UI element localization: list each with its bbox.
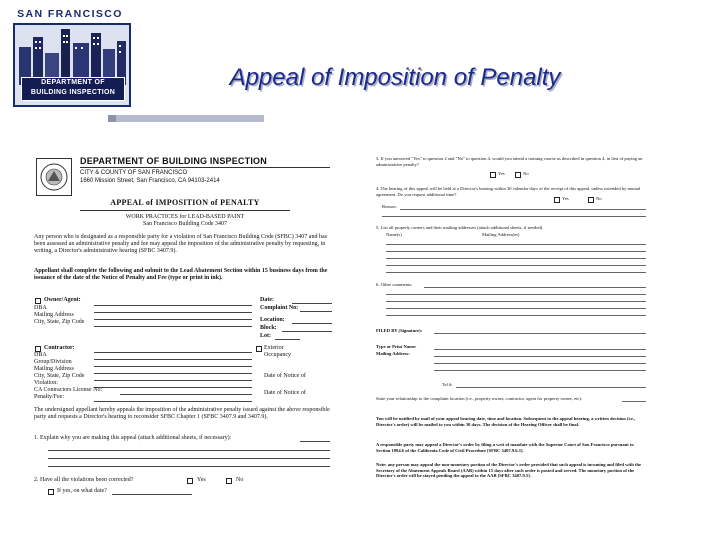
comments-line-2[interactable] xyxy=(386,294,646,295)
mailing-address-label: Mailing Address: xyxy=(376,351,410,356)
appeal-form-page-1 xyxy=(30,150,340,500)
owner-label: Owner/Agent: xyxy=(44,297,81,303)
penalty-label: Penalty/Fee: xyxy=(34,394,64,400)
q2-date-label: If yes, on what date? xyxy=(57,488,107,494)
question-4: 4. The hearing of this appeal will be held at a Director's hearing within 30 calendar days of the receipt of this appeal, unless extended by mutual agreement. Do you request additional time? xyxy=(376,186,641,197)
signature-input[interactable] xyxy=(434,333,646,334)
logo-title: SAN FRANCISCO xyxy=(17,8,123,20)
mailing2-label: Mailing Address xyxy=(34,366,74,372)
mailing-address-line-3[interactable] xyxy=(434,370,646,371)
q3-no-label: No xyxy=(523,171,529,176)
q2-date-input[interactable] xyxy=(112,494,192,495)
notice-label: Date of Notice of xyxy=(264,373,306,379)
q4-yes-label: Yes xyxy=(562,196,569,201)
logo-skyline xyxy=(13,23,131,107)
notification-paragraph: You will be notified by mail of your appeal hearing date, time and location. Subsequent to the appeal hearing, a written decision (i.e., Director's order) will be mailed to you within 30 days. The decision of the Hearing Officer shall be final. xyxy=(376,416,636,427)
q2-date-checkbox[interactable] xyxy=(48,489,54,495)
q1-answer-line-2[interactable] xyxy=(48,458,330,459)
q1-answer-line-3[interactable] xyxy=(48,466,330,467)
occupancy-label: Occupancy xyxy=(264,352,291,358)
owner-input[interactable] xyxy=(94,305,252,306)
dept-rule xyxy=(80,167,330,168)
mailing-address-line-2[interactable] xyxy=(434,363,646,364)
exterior-label: Exterior xyxy=(264,345,284,351)
logo-band xyxy=(21,77,125,101)
mailing-label: Mailing Address xyxy=(34,312,74,318)
contractor-input[interactable] xyxy=(94,352,252,353)
exterior-checkbox[interactable] xyxy=(256,346,262,352)
title-underline-bar xyxy=(108,115,264,122)
note-paragraph: Note: any person may appeal the non-monetary portion of the Director's order provided that such appeal is incoming and filed with the Secretary of the Abatement Appeals Board (AAB) within 15 days after such order is posted and served. The monetary portion of the Director's order will be stayed pending the appeal to the AAB [SFBC 3407.9.5]. xyxy=(376,462,642,479)
city-label: City, State, Zip Code xyxy=(34,319,85,325)
question-3: 3. If you answered "Yes" to question 2 and "No" to question 4, would you attend a training course as described in question 4, in lieu of paying an administrative penalty? xyxy=(376,156,643,167)
license-label: CA Contractors License No: xyxy=(34,387,103,393)
appeal-form-page-2 xyxy=(372,150,650,500)
lot-label: Lot: xyxy=(260,333,271,339)
question-2: 2. Have all the violations been corrected? xyxy=(34,477,134,483)
notice2-label: Date of Notice of xyxy=(264,390,306,396)
owners-line-1[interactable] xyxy=(386,244,646,245)
location-label: Location: xyxy=(260,317,285,323)
license-input[interactable] xyxy=(120,394,252,395)
dept-line1: CITY & COUNTY OF SAN FRANCISCO xyxy=(80,170,188,176)
group-input[interactable] xyxy=(94,366,252,367)
dba2-label: DBA xyxy=(34,352,47,358)
form-title: APPEAL of IMPOSITION of PENALTY xyxy=(110,198,260,207)
form-code: San Francisco Building Code 3407 xyxy=(143,221,227,227)
q2-no-label: No xyxy=(236,477,244,483)
owners-line-3[interactable] xyxy=(386,258,646,259)
mailing2-input[interactable] xyxy=(94,373,252,374)
q4-no-label: No xyxy=(596,196,602,201)
owners-line-4[interactable] xyxy=(386,265,646,266)
mailing-input[interactable] xyxy=(94,319,252,320)
q4-yes-checkbox[interactable] xyxy=(554,197,560,203)
lot-input[interactable] xyxy=(275,339,300,340)
form-title-rule xyxy=(80,210,290,211)
q1-answer-line-1[interactable] xyxy=(48,450,330,451)
owners-names-header: Name(s) xyxy=(386,232,402,237)
responsible-party-paragraph: A responsible party may appeal a Director's order by filing a writ of mandate with the Superior Court of San Francisco pursuant to Section 1094.6 of the California Code of Civil Procedure [SFBC 3407.9.6.1]. xyxy=(376,442,634,453)
undersigned-paragraph: The undersigned appellant hereby appeals the imposition of the administrative penalty issued against the above responsible party and requests a Director's hearing to reconsider SFBC Chapter 1 (SFBC 3407.9 and 3407.9). xyxy=(34,407,330,421)
filed-by-label: FILED BY (Signature): xyxy=(376,328,423,333)
location-input[interactable] xyxy=(292,323,332,324)
q1-answer-line-0[interactable] xyxy=(300,441,330,442)
city-input[interactable] xyxy=(94,326,252,327)
reason-line-2[interactable] xyxy=(382,216,646,217)
intro-paragraph: Any person who is designated as a responsible party for a violation of San Francisco Building Code (SFBC) 3407 and has been assessed an administrative penalty and fee may appeal the imposition of the administrative penalty by requesting, in writing, a Director's administrative hearing (SFBC 3407.9). xyxy=(34,234,327,255)
q3-no-checkbox[interactable] xyxy=(515,172,521,178)
complaint-label: Complaint No: xyxy=(260,305,299,311)
owners-line-5[interactable] xyxy=(386,272,646,273)
q2-no-checkbox[interactable] xyxy=(226,478,232,484)
owners-line-2[interactable] xyxy=(386,251,646,252)
city2-input[interactable] xyxy=(94,380,252,381)
print-name-input[interactable] xyxy=(434,349,646,350)
slide-title: Appeal of Imposition of Penalty xyxy=(229,64,561,91)
question-1: 1. Explain why you are making this appeal (attach additional sheets, if necessary): xyxy=(34,435,232,441)
comments-line-4[interactable] xyxy=(386,308,646,309)
dept-name: DEPARTMENT OF BUILDING INSPECTION xyxy=(80,156,267,166)
dept-line2: 1660 Mission Street, San Francisco, CA 94103-2414 xyxy=(80,178,220,184)
reason-label: Reason: xyxy=(382,204,397,209)
tel-input[interactable] xyxy=(456,387,646,388)
owners-address-header: Mailing Address(es) xyxy=(482,232,520,237)
block-input[interactable] xyxy=(282,331,332,332)
dbi-logo xyxy=(10,8,130,104)
instructions-paragraph: Appellant shall complete the following and submit to the Lead Abatement Section within 15 business days from the issuance of the date of the Notice of Penalty and Fee (type or print in ink). xyxy=(34,268,328,282)
violation-input[interactable] xyxy=(94,387,252,388)
title-underline-accent xyxy=(108,115,116,122)
q4-no-checkbox[interactable] xyxy=(588,197,594,203)
city-seal-icon xyxy=(36,158,72,196)
reason-input[interactable] xyxy=(400,209,646,210)
q2-yes-checkbox[interactable] xyxy=(187,478,193,484)
question-5: 5. List all property owners and their mailing addresses (attach additional sheets, if needed). xyxy=(376,225,544,230)
form-subtitle: WORK PRACTICES for LEAD-BASED PAINT xyxy=(125,214,245,220)
logo-band-line1: DEPARTMENT OF xyxy=(41,79,105,86)
dba-input[interactable] xyxy=(94,312,252,313)
comments-line-5[interactable] xyxy=(386,315,646,316)
date-input[interactable] xyxy=(292,303,332,304)
type-name-label: Type or Print Name: xyxy=(376,344,417,349)
contractor-label: Contractor: xyxy=(44,345,75,351)
complaint-input[interactable] xyxy=(300,311,332,312)
question-6: 6. Other comments: xyxy=(376,282,413,287)
penalty-input[interactable] xyxy=(94,401,252,402)
violation-label: Violation: xyxy=(34,380,58,386)
q3-yes-checkbox[interactable] xyxy=(490,172,496,178)
dba-label: DBA xyxy=(34,305,47,311)
q2-yes-label: Yes xyxy=(197,477,206,483)
owner-checkbox[interactable] xyxy=(35,298,41,304)
city2-label: City, State, Zip Code xyxy=(34,373,85,379)
logo-band-line2: BUILDING INSPECTION xyxy=(30,89,116,96)
tel-label: Tel #: xyxy=(442,382,453,387)
dba2-input[interactable] xyxy=(94,359,252,360)
q3-yes-label: Yes xyxy=(498,171,505,176)
relationship-text: State your relationship to the complaint location (i.e., property owner, contractor, agent for property owner, etc): xyxy=(376,396,583,401)
comments-line-3[interactable] xyxy=(386,301,646,302)
group-label: Group/Division xyxy=(34,359,72,365)
block-label: Block: xyxy=(260,325,277,331)
relationship-input[interactable] xyxy=(622,401,646,402)
mailing-address-input[interactable] xyxy=(434,356,646,357)
date-label: Date: xyxy=(260,297,274,303)
comments-input[interactable] xyxy=(424,287,646,288)
